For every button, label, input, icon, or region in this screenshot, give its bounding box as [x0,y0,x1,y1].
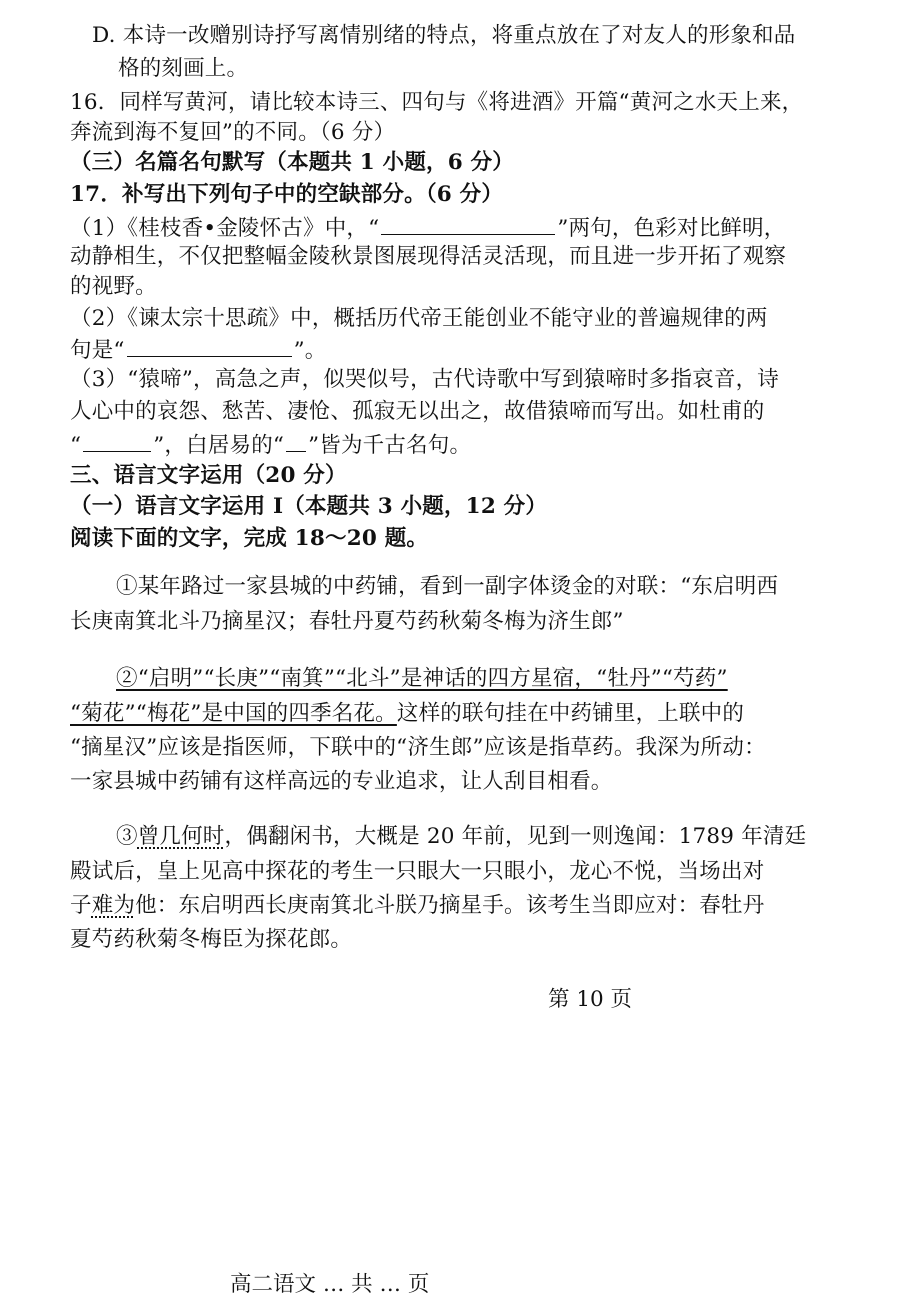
question-17-item-3-line-1: （3）“猿啼”，高急之声，似哭似号，古代诗歌中写到猿啼时多指哀音，诗 [70,367,779,392]
section-heading-language-use: 三、语言文字运用（20 分） [70,463,347,488]
paragraph-3-line-3-rest: 他：东启明西长庚南箕北斗朕乃摘星手。该考生当即应对：春牡丹 [135,893,765,918]
paragraph-2-line-1-underlined: ②“启明”“长庚”“南箕”“北斗”是神话的四方星宿，“牡丹”“芍药” [116,666,728,691]
subsection-heading-language-use-1: （一）语言文字运用 I（本题共 3 小题，12 分） [70,494,548,519]
paragraph-3-marker: ③ [116,824,138,849]
q17-3-middle: ”，白居易的“ [153,433,285,458]
paragraph-3-line-3 [70,891,764,921]
paragraph-1-line-1: ①某年路过一家县城的中药铺，看到一副字体烫金的对联：“东启明西 [116,574,779,599]
section-heading-recitation: （三）名篇名句默写（本题共 1 小题，6 分） [70,150,514,175]
q17-3-open-quote: “ [70,433,82,458]
question-16-line-2: 奔流到海不复回”的不同。（6 分） [70,120,396,145]
answer-blank-2[interactable] [127,334,292,357]
answer-blank-4[interactable] [286,429,306,452]
cut-off-footer: 高二语文 … 共 … 页 [230,1272,430,1297]
dotted-phrase-1: 曾几何时 [137,824,225,849]
paragraph-3-line-1 [116,822,806,852]
answer-blank-1[interactable] [381,212,555,235]
option-d-line-1: D. 本诗一改赠别诗抒写离情别绪的特点，将重点放在了对友人的形象和品 [92,23,796,48]
question-17-item-3-line-2: 人心中的哀怨、愁苦、凄怆、孤寂无以出之，故借猿啼而写出。如杜甫的 [70,399,765,424]
question-17-item-3-line-3 [70,429,471,461]
q17-2-suffix: ”。 [293,338,327,363]
q17-1-suffix: ”两句，色彩对比鲜明， [557,216,786,241]
paragraph-2-line-3: “摘星汉”应该是指医师，下联中的“济生郎”应该是指草药。我深为所动： [70,735,766,760]
question-17-item-1-line-1 [70,212,786,244]
question-16-line-1: 16．同样写黄河，请比较本诗三、四句与《将进酒》开篇“黄河之水天上来， [70,90,804,115]
paragraph-2-line-2-rest: 这样的联句挂在中药铺里，上联中的 [396,701,745,726]
paragraph-3-line-3-pre: 子 [70,893,92,918]
paragraph-3-line-1-rest: ，偶翻闲书，大概是 20 年前，见到一则逸闻：1789 年清廷 [224,824,807,849]
answer-blank-3[interactable] [83,429,151,452]
paragraph-3-line-2: 殿试后，皇上见高中探花的考生一只眼大一只眼小，龙心不悦，当场出对 [70,859,765,884]
question-17-heading: 17．补写出下列句子中的空缺部分。（6 分） [70,182,504,207]
paragraph-2-line-4: 一家县城中药铺有这样高远的专业追求，让人刮目相看。 [70,769,613,794]
underlined-phrase: “菊花”“梅花”是中国的四季名花。 [70,701,397,726]
paragraph-2-line-2 [70,699,744,729]
option-d-line-2: 格的刻画上。 [118,56,249,81]
question-17-item-1-line-2: 动静相生，不仅把整幅金陵秋景图展现得活灵活现，而且进一步开拓了观察 [70,244,787,269]
reading-instruction: 阅读下面的文字，完成 18～20 题。 [70,526,429,551]
q17-1-prefix: （1）《桂枝香•金陵怀古》中，“ [70,216,380,241]
q17-3-suffix: ”皆为千古名句。 [308,433,472,458]
question-17-item-1-line-3: 的视野。 [70,274,157,299]
question-17-item-2-line-2 [70,334,327,366]
question-17-item-2-line-1: （2）《谏太宗十思疏》中，概括历代帝王能创业不能守业的普遍规律的两 [70,306,768,331]
paragraph-3-line-4: 夏芍药秋菊冬梅臣为探花郎。 [70,927,353,952]
page-number: 第 10 页 [548,987,633,1012]
paragraph-1-line-2: 长庚南箕北斗乃摘星汉；春牡丹夏芍药秋菊冬梅为济生郎” [70,609,624,634]
q17-2-prefix: 句是“ [70,338,125,363]
dotted-phrase-2: 难为 [91,893,136,918]
